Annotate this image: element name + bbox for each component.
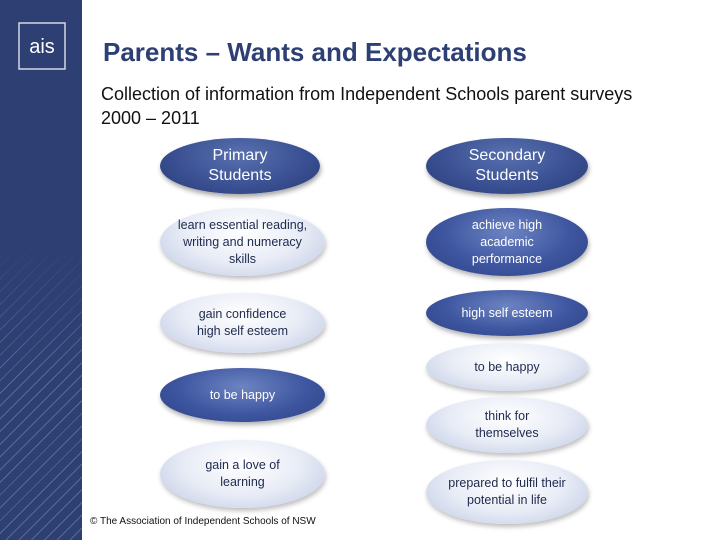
secondary-item-label: prepared to fulfil their potential in life <box>448 476 566 507</box>
ais-logo-icon <box>18 22 66 70</box>
secondary-item-self-esteem <box>426 290 588 336</box>
primary-item-label: gain a love of learning <box>205 458 280 489</box>
primary-item-label: learn essential reading, writing and numeracy skills <box>177 217 308 266</box>
logo-text: ais <box>29 36 55 58</box>
secondary-item-label: to be happy <box>474 359 540 374</box>
primary-item-confidence <box>160 293 325 353</box>
secondary-header <box>426 138 588 194</box>
secondary-header-label: Secondary Students <box>468 147 546 184</box>
primary-item-label: to be happy <box>209 387 276 402</box>
secondary-item-label: achieve high academic performance <box>471 217 543 266</box>
secondary-item-potential <box>426 460 588 524</box>
primary-item-happy <box>160 368 325 422</box>
secondary-item-think <box>426 397 588 453</box>
primary-header-label: Primary Students <box>208 147 272 184</box>
sidebar-stripes <box>0 240 82 540</box>
primary-item-label: gain confidence high self esteem <box>196 307 289 338</box>
secondary-item-label: think for themselves <box>475 409 539 440</box>
secondary-item-label: high self esteem <box>461 305 553 320</box>
sidebar <box>0 0 82 540</box>
subtitle: Collection of information from Independent Schools parent surveys 2000 – 2011 <box>101 84 633 128</box>
secondary-item-happy <box>426 343 588 391</box>
page-title: Parents – Wants and Expectations <box>103 37 527 67</box>
primary-item-love-of-learning <box>160 440 325 508</box>
primary-item-reading <box>160 208 325 276</box>
primary-header <box>160 138 320 194</box>
secondary-item-academic <box>426 208 588 276</box>
copyright-footer: © The Association of Independent Schools of NSW <box>90 516 316 527</box>
